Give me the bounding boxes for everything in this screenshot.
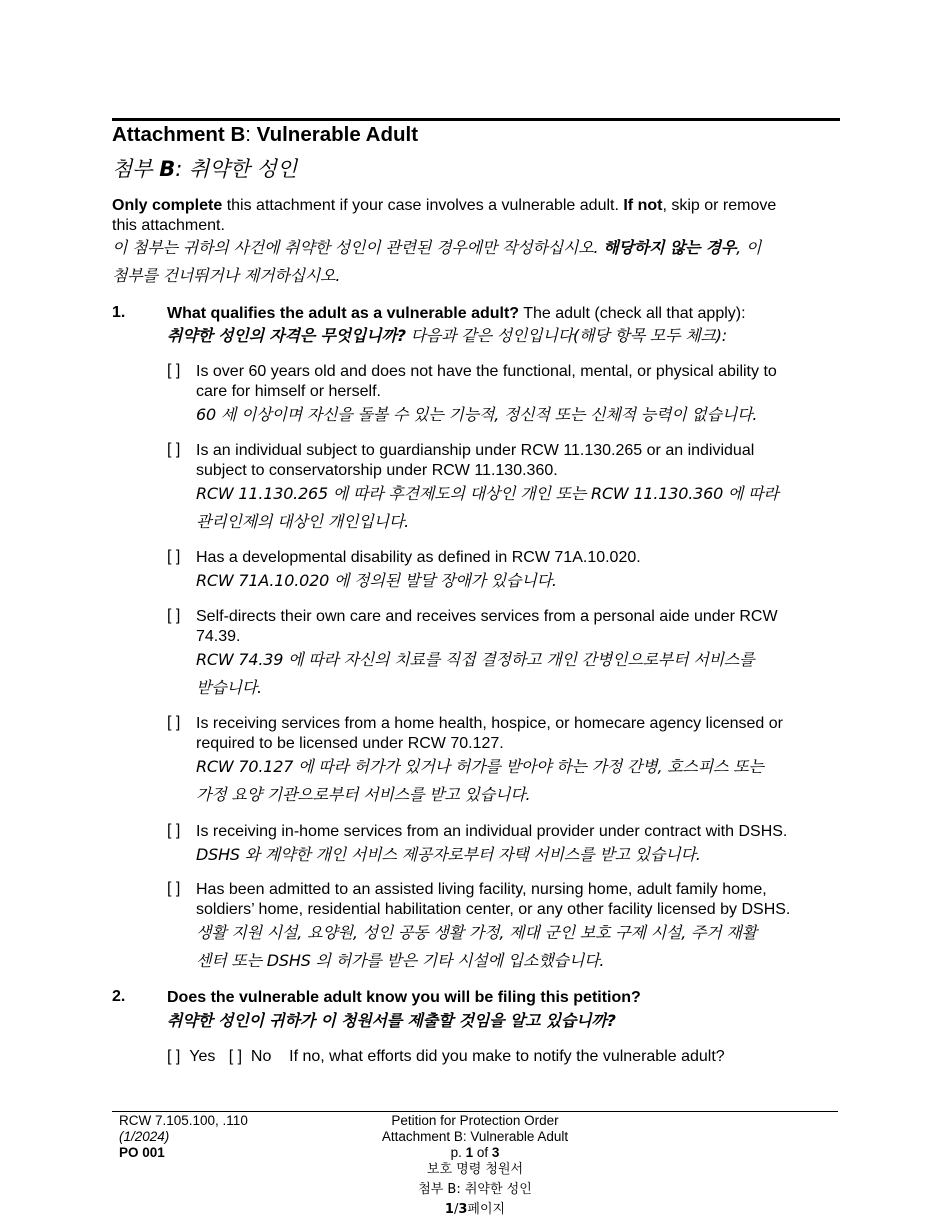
checkbox-developmental-disability[interactable]: [ ] [167,548,181,565]
checkbox-guardianship[interactable]: [ ] [167,441,181,458]
header-rule [112,118,840,121]
question-1-number: 1. [112,304,126,321]
question-2-answer-row [167,1047,847,1067]
option-over-60-korean: 60 세 이상이며 자신을 돌볼 수 있는 기능적, 정신적 또는 신체적 능력이 없습니다. [196,405,758,424]
checkbox-in-home-services[interactable]: [ ] [167,822,181,839]
notify-efforts-question: If no, what efforts did you make to notify the vulnerable adult? [289,1048,725,1065]
checkbox-no[interactable]: [ ] [228,1048,243,1065]
footer-rule [112,1111,838,1112]
intro-text: Only complete this attachment if your case involves a vulnerable adult. If not, skip or remove this attachment. [112,197,777,234]
question-2-text: Does the vulnerable adult know you will be filing this petition? [167,989,641,1006]
checkbox-over-60[interactable]: [ ] [167,362,181,379]
footer-center [330,1113,620,1161]
option-guardianship-korean: RCW 11.130.265 에 따라 후견제도의 대상인 개인 또는 RCW 11.130.360 에 따라 관리인제의 대상인 개인입니다. [196,484,779,531]
option-self-directs-care: Self-directs their own care and receives services from a personal aide under RCW 74.39. [196,608,778,645]
option-developmental-disability: Has a developmental disability as defined in RCW 71A.10.020. [196,549,641,566]
option-in-home-services: Is receiving in-home services from an individual provider under contract with DSHS. [196,823,788,840]
footer-form-number: PO 001 [119,1145,165,1160]
label-yes: Yes [189,1048,216,1065]
footer-center-korean [330,1160,620,1220]
option-in-home-services-korean: DSHS 와 계약한 개인 서비스 제공자로부터 자택 서비스를 받고 있습니다. [196,845,701,864]
checkbox-self-directs-care[interactable]: [ ] [167,607,181,624]
checkbox-facility-admitted[interactable]: [ ] [167,880,181,897]
footer-attachment-title: Attachment B: Vulnerable Adult [381,1129,569,1144]
option-over-60: Is over 60 years old and does not have the functional, mental, or physical ability to care for himself or herself. [196,363,777,400]
footer-date: (1/2024) [119,1129,170,1144]
option-facility-admitted: Has been admitted to an assisted living facility, nursing home, adult family home, soldiers’ home, residential habilitation center, or any other facility licensed by DSHS. [196,881,791,918]
option-developmental-disability-korean: RCW 71A.10.020 에 정의된 발달 장애가 있습니다. [196,571,557,590]
option-guardianship: Is an individual subject to guardianship under RCW 11.130.265 or an individual subject to conservatorship under RCW 11.130.360. [196,442,755,479]
question-1-text-korean: 취약한 성인의 자격은 무엇입니까? 다음과 같은 성인입니다(해당 항목 모두 체크): [167,326,727,345]
option-home-health-services: Is receiving services from a home health, hospice, or homecare agency licensed or required to be licensed under RCW 70.127. [196,715,783,752]
footer-form-title-korean: 보호 명령 청원서 [426,1162,524,1177]
footer-attachment-title-korean: 첨부 B: 취약한 성인 [418,1182,532,1197]
checkbox-home-health-services[interactable]: [ ] [167,714,181,731]
footer-form-title: Petition for Protection Order [391,1113,559,1128]
question-1-text: What qualifies the adult as a vulnerable adult? The adult (check all that apply): [167,305,746,322]
question-2-number: 2. [112,988,126,1005]
intro-text-korean: 이 첨부는 귀하의 사건에 취약한 성인이 관련된 경우에만 작성하십시오. 해당하지 않는 경우, 이 첨부를 건너뛰거나 제거하십시오. [112,238,762,285]
footer-left [119,1113,248,1161]
checkbox-yes[interactable]: [ ] [167,1048,181,1065]
attachment-title: Attachment B: Vulnerable Adult [112,123,419,146]
option-home-health-services-korean: RCW 70.127 에 따라 허가가 있거나 허가를 받아야 하는 가정 간병, 호스피스 또는 가정 요양 기관으로부터 서비스를 받고 있습니다. [196,757,764,804]
question-2-text-korean: 취약한 성인이 귀하가 이 청원서를 제출할 것임을 알고 있습니까? [167,1011,616,1030]
label-no: No [250,1048,272,1065]
option-facility-admitted-korean: 생활 지원 시설, 요양원, 성인 공동 생활 가정, 제대 군인 보호 구제 시설, 주거 재활 센터 또는 DSHS 의 허가를 받은 기타 시설에 입소했습니다. [196,923,757,970]
footer-page-number: p. 1 of 3 [450,1145,500,1160]
attachment-title-korean: 첨부 B: 취약한 성인 [112,157,298,181]
option-self-directs-care-korean: RCW 74.39 에 따라 자신의 치료를 직접 결정하고 개인 간병인으로부터 서비스를 받습니다. [196,650,755,697]
footer-page-number-korean: 1/3페이지 [444,1202,506,1217]
footer-rcw: RCW 7.105.100, .110 [119,1113,248,1128]
